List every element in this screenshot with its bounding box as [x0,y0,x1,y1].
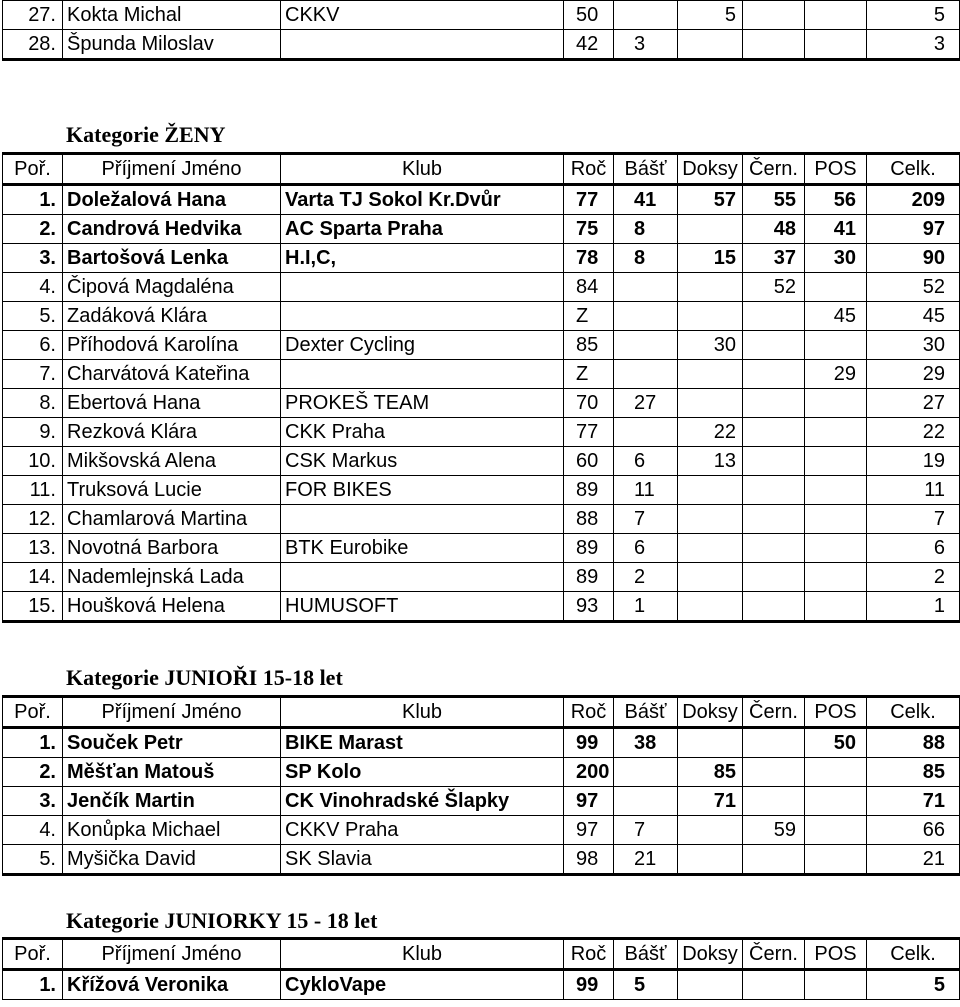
cell-cerna [743,534,805,563]
cell-no: Poř. [3,697,63,728]
cell-basta [614,273,678,302]
cell-club [281,360,564,389]
cell-basta [614,418,678,447]
cell-cerna [743,389,805,418]
cell-doksy: 15 [678,244,743,273]
table-row [3,592,960,622]
cell-total: 30 [867,331,960,360]
table-header-row [3,154,960,185]
cell-doksy [678,30,743,60]
cell-basta [614,1,678,30]
cell-doksy [678,592,743,622]
cell-total: 71 [867,787,960,816]
cell-name: Příhodová Karolína [63,331,281,360]
table-row [3,476,960,505]
cell-doksy [678,728,743,758]
cell-name: Ebertová Hana [63,389,281,418]
table-header-row [3,939,960,970]
cell-year: 84 [564,273,614,302]
cell-doksy [678,389,743,418]
cell-cerna: Čern. [743,939,805,970]
cell-total: 88 [867,728,960,758]
cell-club: Varta TJ Sokol Kr.Dvůr [281,185,564,215]
table-row [3,534,960,563]
cell-year: 99 [564,728,614,758]
cell-cerna: 52 [743,273,805,302]
table-row [3,447,960,476]
cell-basta [614,758,678,787]
cell-total: 19 [867,447,960,476]
cell-doksy [678,816,743,845]
results-table-continuation [2,0,960,61]
cell-total: 97 [867,215,960,244]
cell-year: 78 [564,244,614,273]
cell-club: CKKV [281,1,564,30]
cell-pos: POS [805,939,867,970]
cell-club: PROKEŠ TEAM [281,389,564,418]
cell-club: CykloVape [281,970,564,1000]
cell-doksy: Doksy [678,154,743,185]
cell-no: 4. [3,816,63,845]
cell-cerna: 55 [743,185,805,215]
cell-total: 29 [867,360,960,389]
table-row [3,563,960,592]
cell-total: Celk. [867,154,960,185]
cell-total: 66 [867,816,960,845]
cell-pos [805,1,867,30]
cell-pos: 41 [805,215,867,244]
cell-doksy [678,476,743,505]
cell-name: Chamlarová Martina [63,505,281,534]
cell-name: Špunda Miloslav [63,30,281,60]
cell-pos: 29 [805,360,867,389]
cell-year: 50 [564,1,614,30]
cell-year: 97 [564,787,614,816]
table-row [3,389,960,418]
cell-year: 42 [564,30,614,60]
cell-club: CSK Markus [281,447,564,476]
cell-total: 11 [867,476,960,505]
cell-club: Dexter Cycling [281,331,564,360]
cell-cerna [743,592,805,622]
cell-basta: 5 [614,970,678,1000]
cell-cerna [743,970,805,1000]
cell-pos [805,273,867,302]
cell-no: 11. [3,476,63,505]
cell-name: Houšková Helena [63,592,281,622]
cell-name: Měšťan Matouš [63,758,281,787]
cell-doksy [678,505,743,534]
cell-total: 2 [867,563,960,592]
cell-basta: 27 [614,389,678,418]
cell-doksy [678,563,743,592]
table-row [3,360,960,389]
cell-pos [805,563,867,592]
cell-year: 77 [564,185,614,215]
cell-club [281,505,564,534]
cell-club: SK Slavia [281,845,564,875]
cell-pos [805,389,867,418]
cell-cerna [743,505,805,534]
cell-club: HUMUSOFT [281,592,564,622]
cell-name: Doležalová Hana [63,185,281,215]
cell-no: 2. [3,758,63,787]
cell-doksy: 71 [678,787,743,816]
cell-club: CK Vinohradské Šlapky [281,787,564,816]
cell-basta: 2 [614,563,678,592]
cell-name: Bartošová Lenka [63,244,281,273]
cell-pos [805,970,867,1000]
cell-club: H.I,C, [281,244,564,273]
table-header-row [3,697,960,728]
cell-pos: POS [805,697,867,728]
cell-pos [805,331,867,360]
cell-pos: 50 [805,728,867,758]
cell-year: 88 [564,505,614,534]
cell-no: 4. [3,273,63,302]
cell-no: 7. [3,360,63,389]
cell-cerna [743,476,805,505]
cell-no: 12. [3,505,63,534]
cell-doksy [678,360,743,389]
cell-cerna: 48 [743,215,805,244]
cell-basta [614,331,678,360]
cell-total: 3 [867,30,960,60]
cell-pos [805,758,867,787]
cell-cerna: 59 [743,816,805,845]
cell-pos [805,476,867,505]
cell-doksy [678,534,743,563]
cell-cerna [743,30,805,60]
cell-no: 27. [3,1,63,30]
cell-no: 14. [3,563,63,592]
table-row [3,185,960,215]
cell-year: 70 [564,389,614,418]
cell-cerna [743,418,805,447]
cell-name: Candrová Hedvika [63,215,281,244]
table-row [3,816,960,845]
cell-no: 9. [3,418,63,447]
table-row [3,244,960,273]
cell-year: Roč [564,697,614,728]
cell-basta: 3 [614,30,678,60]
cell-pos: 30 [805,244,867,273]
cell-no: 5. [3,302,63,331]
cell-cerna: Čern. [743,697,805,728]
cell-name: Mikšovská Alena [63,447,281,476]
cell-year: 93 [564,592,614,622]
cell-pos [805,845,867,875]
cell-no: 8. [3,389,63,418]
cell-total: 52 [867,273,960,302]
cell-pos: POS [805,154,867,185]
cell-doksy: 22 [678,418,743,447]
cell-total: 45 [867,302,960,331]
results-table-juniori [2,695,960,876]
cell-name: Souček Petr [63,728,281,758]
cell-name: Příjmení Jméno [63,939,281,970]
cell-basta: 11 [614,476,678,505]
cell-pos [805,592,867,622]
cell-no: 10. [3,447,63,476]
cell-club [281,563,564,592]
cell-name: Jenčík Martin [63,787,281,816]
cell-name: Truksová Lucie [63,476,281,505]
cell-year: 75 [564,215,614,244]
cell-club: AC Sparta Praha [281,215,564,244]
cell-basta: 6 [614,534,678,563]
cell-cerna [743,447,805,476]
cell-year: Z [564,302,614,331]
cell-basta: 1 [614,592,678,622]
cell-total: 209 [867,185,960,215]
cell-total: 27 [867,389,960,418]
cell-total: 90 [867,244,960,273]
cell-club: SP Kolo [281,758,564,787]
cell-doksy: 30 [678,331,743,360]
cell-year: Z [564,360,614,389]
cell-doksy [678,273,743,302]
cell-club: Klub [281,697,564,728]
cell-year: 85 [564,331,614,360]
cell-year: 89 [564,476,614,505]
cell-name: Nademlejnská Lada [63,563,281,592]
cell-doksy: 13 [678,447,743,476]
table-row [3,787,960,816]
cell-name: Konůpka Michael [63,816,281,845]
cell-cerna [743,563,805,592]
cell-club [281,302,564,331]
cell-year: 98 [564,845,614,875]
cell-club: Klub [281,154,564,185]
cell-pos [805,30,867,60]
cell-club [281,273,564,302]
cell-name: Křížová Veronika [63,970,281,1000]
cell-basta: Bášť [614,939,678,970]
cell-doksy [678,970,743,1000]
cell-total: 85 [867,758,960,787]
cell-year: 77 [564,418,614,447]
cell-total: 6 [867,534,960,563]
cell-name: Kokta Michal [63,1,281,30]
table-row [3,418,960,447]
cell-basta: Bášť [614,697,678,728]
cell-name: Myšička David [63,845,281,875]
cell-year: 89 [564,563,614,592]
cell-year: 200 [564,758,614,787]
cell-club: CKK Praha [281,418,564,447]
cell-pos: 45 [805,302,867,331]
cell-basta: 8 [614,215,678,244]
cell-doksy [678,215,743,244]
results-table-juniorky [2,937,960,1000]
cell-total: 21 [867,845,960,875]
cell-club [281,30,564,60]
cell-name: Rezková Klára [63,418,281,447]
cell-doksy: Doksy [678,697,743,728]
cell-pos [805,418,867,447]
cell-doksy [678,302,743,331]
cell-total: Celk. [867,697,960,728]
cell-total: 7 [867,505,960,534]
table-row [3,331,960,360]
cell-year: 99 [564,970,614,1000]
category-title-juniori: Kategorie JUNIOŘI 15-18 let [66,665,343,690]
cell-club: CKKV Praha [281,816,564,845]
cell-year: Roč [564,154,614,185]
cell-club: BTK Eurobike [281,534,564,563]
table-row [3,758,960,787]
cell-pos [805,447,867,476]
cell-doksy: Doksy [678,939,743,970]
cell-cerna: Čern. [743,154,805,185]
cell-no: 28. [3,30,63,60]
table-row [3,302,960,331]
cell-basta: 7 [614,505,678,534]
table-row [3,970,960,1000]
cell-cerna [743,360,805,389]
cell-pos [805,787,867,816]
cell-name: Příjmení Jméno [63,697,281,728]
cell-cerna [743,845,805,875]
cell-total: 5 [867,1,960,30]
cell-no: 3. [3,244,63,273]
cell-no: Poř. [3,154,63,185]
cell-year: 97 [564,816,614,845]
cell-pos: 56 [805,185,867,215]
cell-basta: 41 [614,185,678,215]
cell-total: Celk. [867,939,960,970]
cell-total: 22 [867,418,960,447]
table-row [3,845,960,875]
cell-no: 3. [3,787,63,816]
cell-pos [805,816,867,845]
cell-no: 1. [3,728,63,758]
table-row [3,728,960,758]
table-row [3,273,960,302]
cell-year: 89 [564,534,614,563]
cell-doksy: 85 [678,758,743,787]
cell-cerna [743,758,805,787]
cell-no: 5. [3,845,63,875]
cell-basta: 7 [614,816,678,845]
cell-basta: Bášť [614,154,678,185]
cell-club: Klub [281,939,564,970]
cell-no: 6. [3,331,63,360]
table-row [3,215,960,244]
cell-no: 1. [3,970,63,1000]
cell-cerna [743,728,805,758]
cell-basta [614,787,678,816]
results-table-zeny [2,152,960,623]
cell-name: Zadáková Klára [63,302,281,331]
cell-total: 5 [867,970,960,1000]
table-row [3,1,960,30]
cell-doksy: 5 [678,1,743,30]
cell-basta [614,360,678,389]
table-row [3,505,960,534]
cell-no: 15. [3,592,63,622]
cell-no: 1. [3,185,63,215]
cell-no: 2. [3,215,63,244]
category-title-zeny: Kategorie ŽENY [66,122,226,147]
cell-pos [805,505,867,534]
cell-club: FOR BIKES [281,476,564,505]
cell-cerna [743,331,805,360]
cell-basta: 21 [614,845,678,875]
cell-name: Čipová Magdaléna [63,273,281,302]
cell-cerna [743,1,805,30]
cell-name: Příjmení Jméno [63,154,281,185]
cell-year: 60 [564,447,614,476]
cell-club: BIKE Marast [281,728,564,758]
cell-pos [805,534,867,563]
cell-cerna [743,302,805,331]
cell-doksy: 57 [678,185,743,215]
cell-no: 13. [3,534,63,563]
cell-name: Charvátová Kateřina [63,360,281,389]
cell-no: Poř. [3,939,63,970]
cell-basta: 8 [614,244,678,273]
cell-basta [614,302,678,331]
cell-name: Novotná Barbora [63,534,281,563]
cell-basta: 6 [614,447,678,476]
cell-doksy [678,845,743,875]
cell-basta: 38 [614,728,678,758]
table-row [3,30,960,60]
cell-year: Roč [564,939,614,970]
cell-cerna [743,787,805,816]
category-title-juniorky: Kategorie JUNIORKY 15 - 18 let [66,908,378,933]
cell-total: 1 [867,592,960,622]
cell-cerna: 37 [743,244,805,273]
